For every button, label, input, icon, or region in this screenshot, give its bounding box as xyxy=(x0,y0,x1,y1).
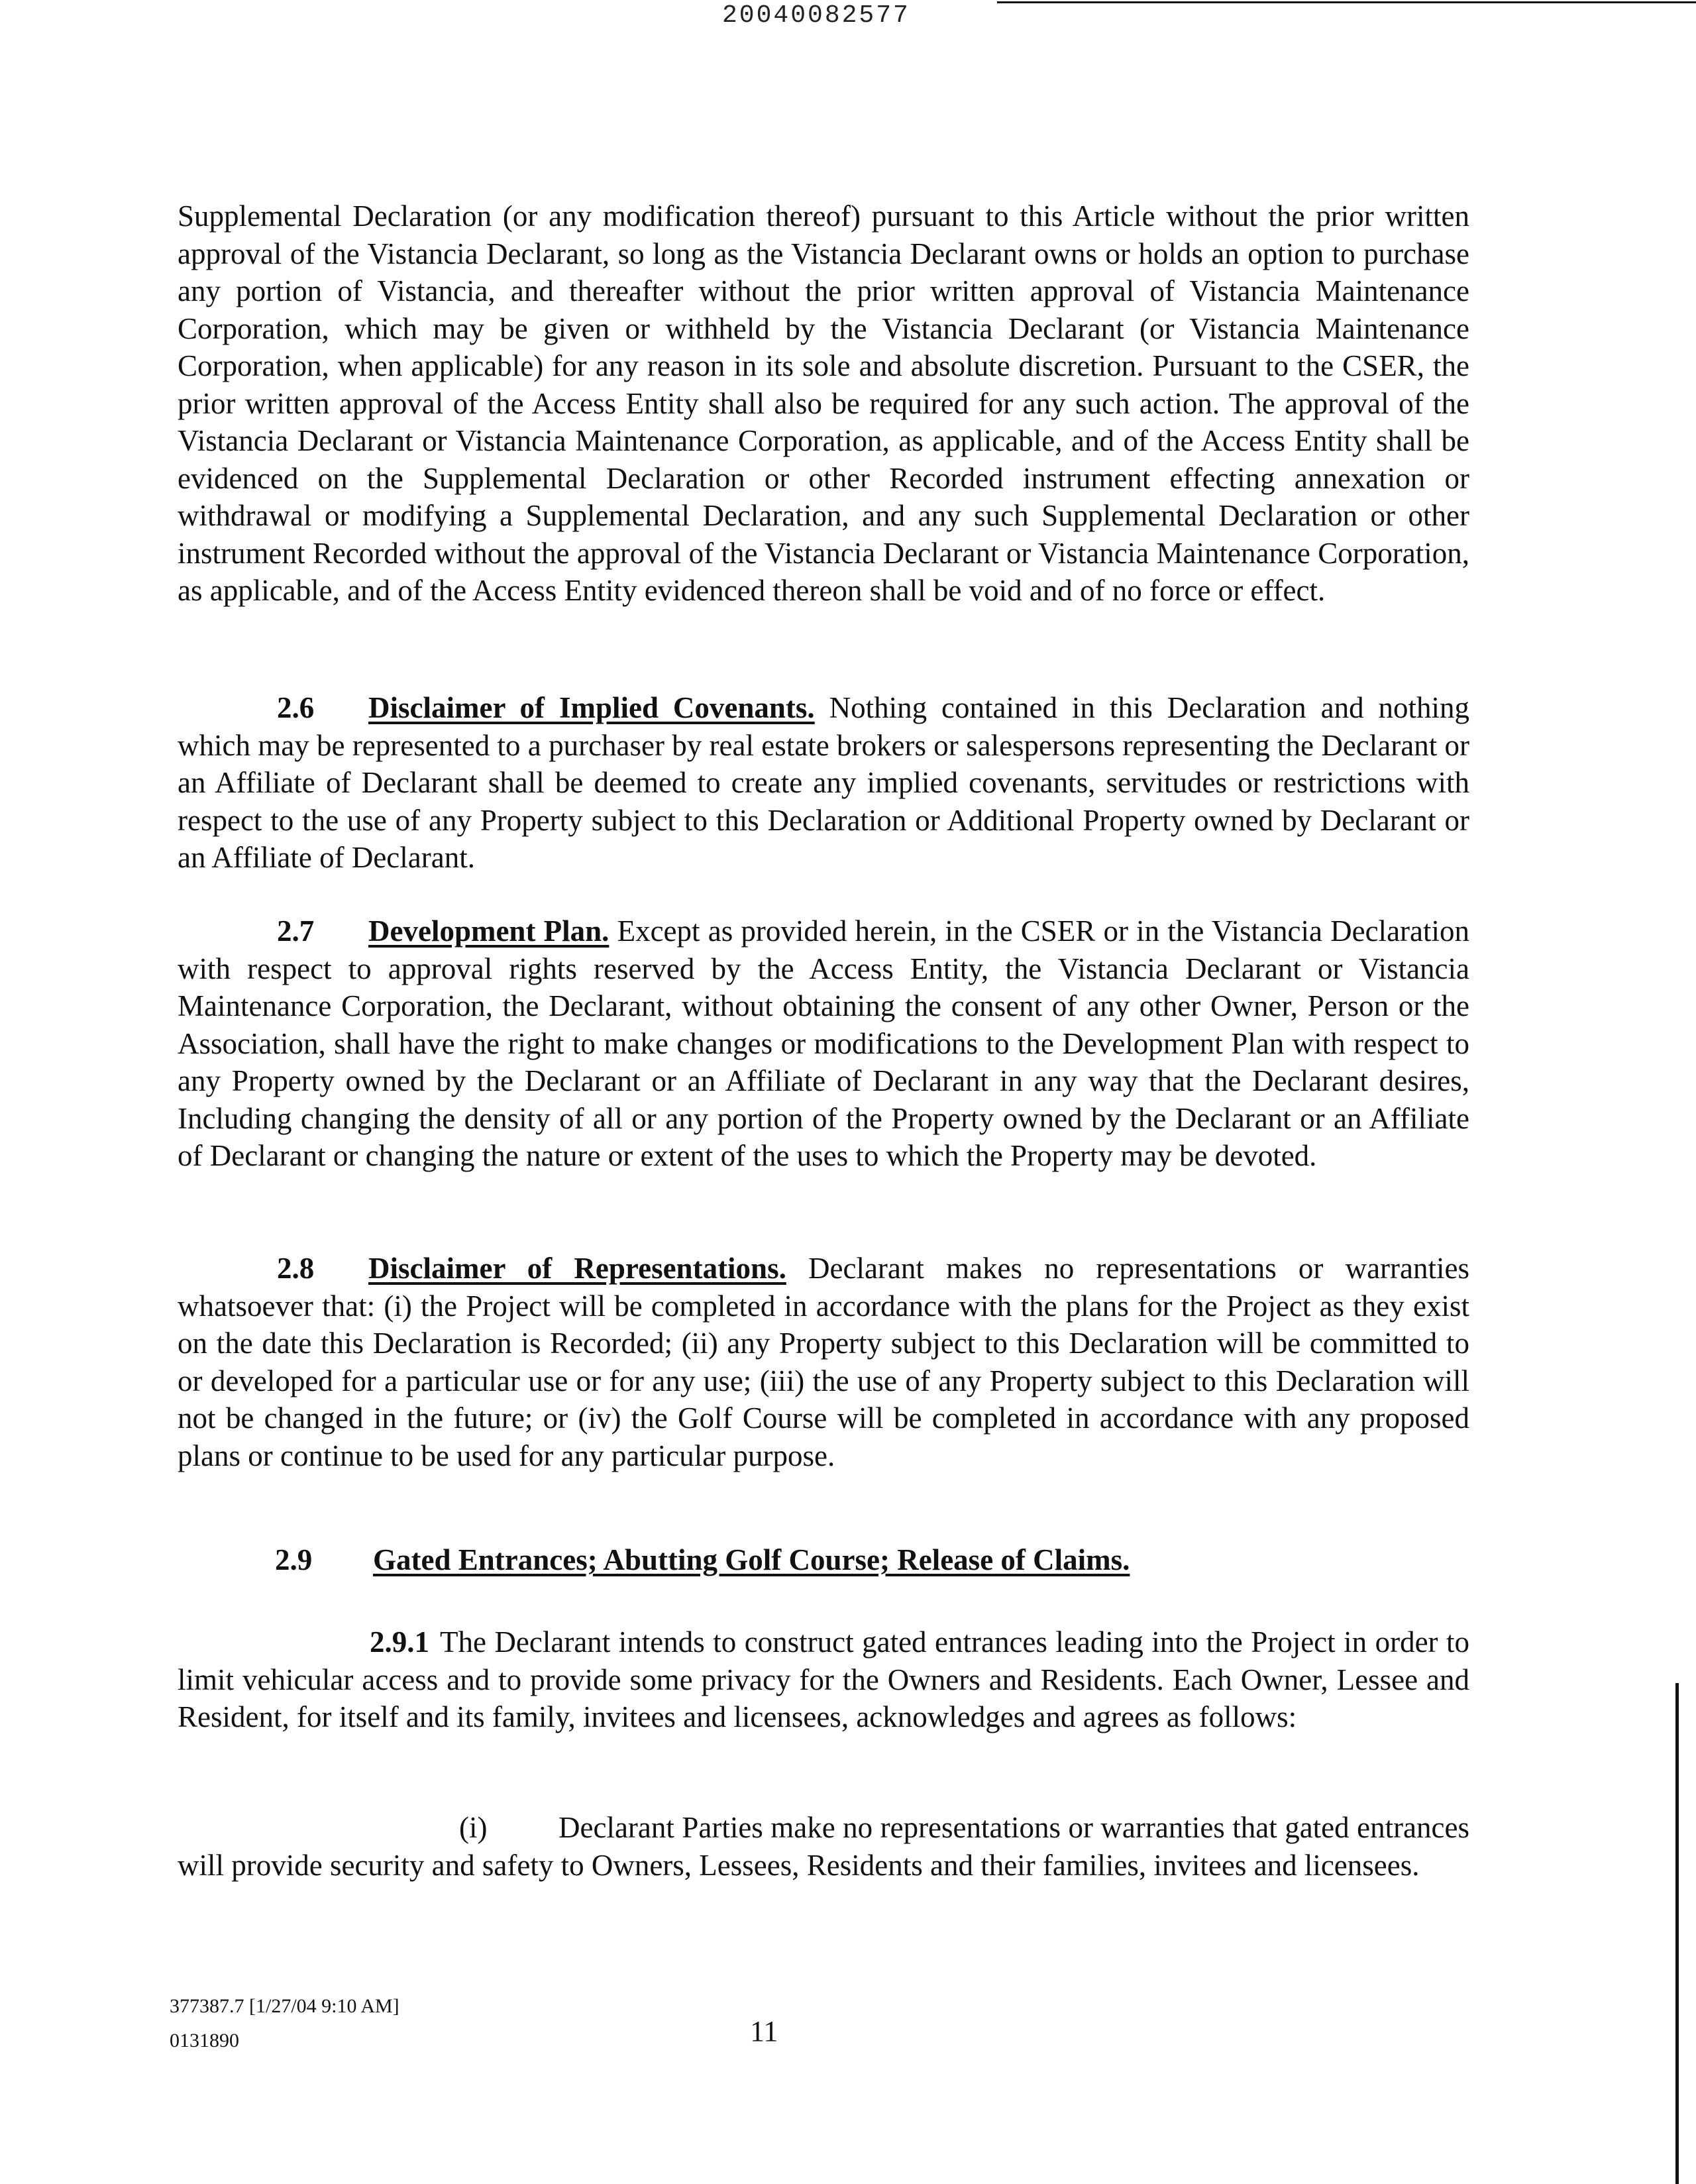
section-heading: Disclaimer of Implied Covenants. xyxy=(368,691,815,724)
section-number: 2.8 xyxy=(277,1252,315,1285)
continuation-paragraph: Supplemental Declaration (or any modification thereof) pursuant to this Article without the prior written approval of the Vistancia Declarant, so long as the Vistancia Declarant owns or holds an option to purchase any portion of Vistancia, and thereafter without the prior written approval of Vistancia Maintenance Corporation, which may be given or withheld by the Vistancia Declarant (or Vistancia Maintenance Corporation, when applicable) for any reason in its sole and absolute discretion. Pursuant to the CSER, the prior written approval of the Access Entity shall also be required for any such action. The approval of the Vistancia Declarant or Vistancia Maintenance Corporation, as applicable, and of the Access Entity shall be evidenced on the Supplemental Declaration or other Recorded instrument effecting annexation or withdrawal or modifying a Supplemental Declaration, and any such Supplemental Declaration or other instrument Recorded without the approval of the Vistancia Declarant or Vistancia Maintenance Corporation, as applicable, and of the Access Entity evidenced thereon shall be void and of no force or effect. xyxy=(178,199,1469,607)
item-text: Declarant Parties make no representations or warranties that gated entrances will provide security and safety to Owners, Lessees, Residents and their families, invitees and licensees. xyxy=(178,1811,1469,1882)
page-number: 11 xyxy=(750,2015,778,2048)
section-number: 2.7 xyxy=(277,914,315,948)
section-text: Declarant makes no representations or warranties whatsoever that: (i) the Project will be completed in accordance with the plans for the Project as they exist on the date this Declaration is Recorded; (ii) any Property subject to this Declaration will be committed to or developed for a particular use or for any use; (iii) the use of any Property subject to this Declaration will not be changed in the future; or (iv) the Golf Course will be completed in accordance with any proposed plans or continue to be used for any particular purpose. xyxy=(178,1252,1469,1472)
section-2-7 xyxy=(178,912,1469,1175)
section-2-8 xyxy=(178,1250,1469,1474)
section-2-6 xyxy=(178,689,1469,877)
header-rule xyxy=(997,1,1696,3)
section-number: 2.6 xyxy=(277,691,315,724)
section-2-9-heading xyxy=(275,1543,1130,1577)
section-2-9-1 xyxy=(178,1623,1469,1736)
item-i xyxy=(178,1809,1469,1884)
scan-edge-line xyxy=(1675,1683,1679,2184)
section-text: Except as provided herein, in the CSER or in the Vistancia Declaration with respect to approval rights reserved by the Access Entity, the Vistancia Declarant or Vistancia Maintenance Corporation, the Declarant, without obtaining the consent of any other Owner, Person or the Association, shall have the right to make changes or modifications to the Development Plan with respect to any Property owned by the Declarant or an Affiliate of Declarant in any way that the Declarant desires, Including changing the density of all or any portion of the Property owned by the Declarant or an Affiliate of Declarant or changing the nature or extent of the uses to which the Property may be devoted. xyxy=(178,914,1469,1172)
footer-doc-id: 377387.7 [1/27/04 9:10 AM] xyxy=(170,1995,399,2017)
footer-identifiers xyxy=(170,1989,399,2058)
section-number: 2.9 xyxy=(275,1543,313,1576)
recording-number: 20040082577 xyxy=(722,1,910,30)
footer-client-no: 0131890 xyxy=(170,2030,239,2051)
section-text: Nothing contained in this Declaration and nothing which may be represented to a purchaser by real estate brokers or salespersons representing the Declarant or an Affiliate of Declarant shall be deemed to create any implied covenants, servitudes or restrictions with respect to the use of any Property subject to this Declaration or Additional Property owned by Declarant or an Affiliate of Declarant. xyxy=(178,691,1470,874)
section-heading: Gated Entrances; Abutting Golf Course; Release of Claims. xyxy=(373,1543,1130,1576)
section-heading: Development Plan. xyxy=(368,914,610,948)
section-number: 2.9.1 xyxy=(370,1625,429,1659)
item-label: (i) xyxy=(459,1811,488,1844)
section-text: The Declarant intends to construct gated entrances leading into the Project in order to limit vehicular access and to provide some privacy for the Owners and Residents. Each Owner, Lessee and Resident, for itself and its family, invitees and licensees, acknowledges and agrees as follows: xyxy=(178,1625,1469,1733)
section-heading: Disclaimer of Representations. xyxy=(368,1252,786,1285)
